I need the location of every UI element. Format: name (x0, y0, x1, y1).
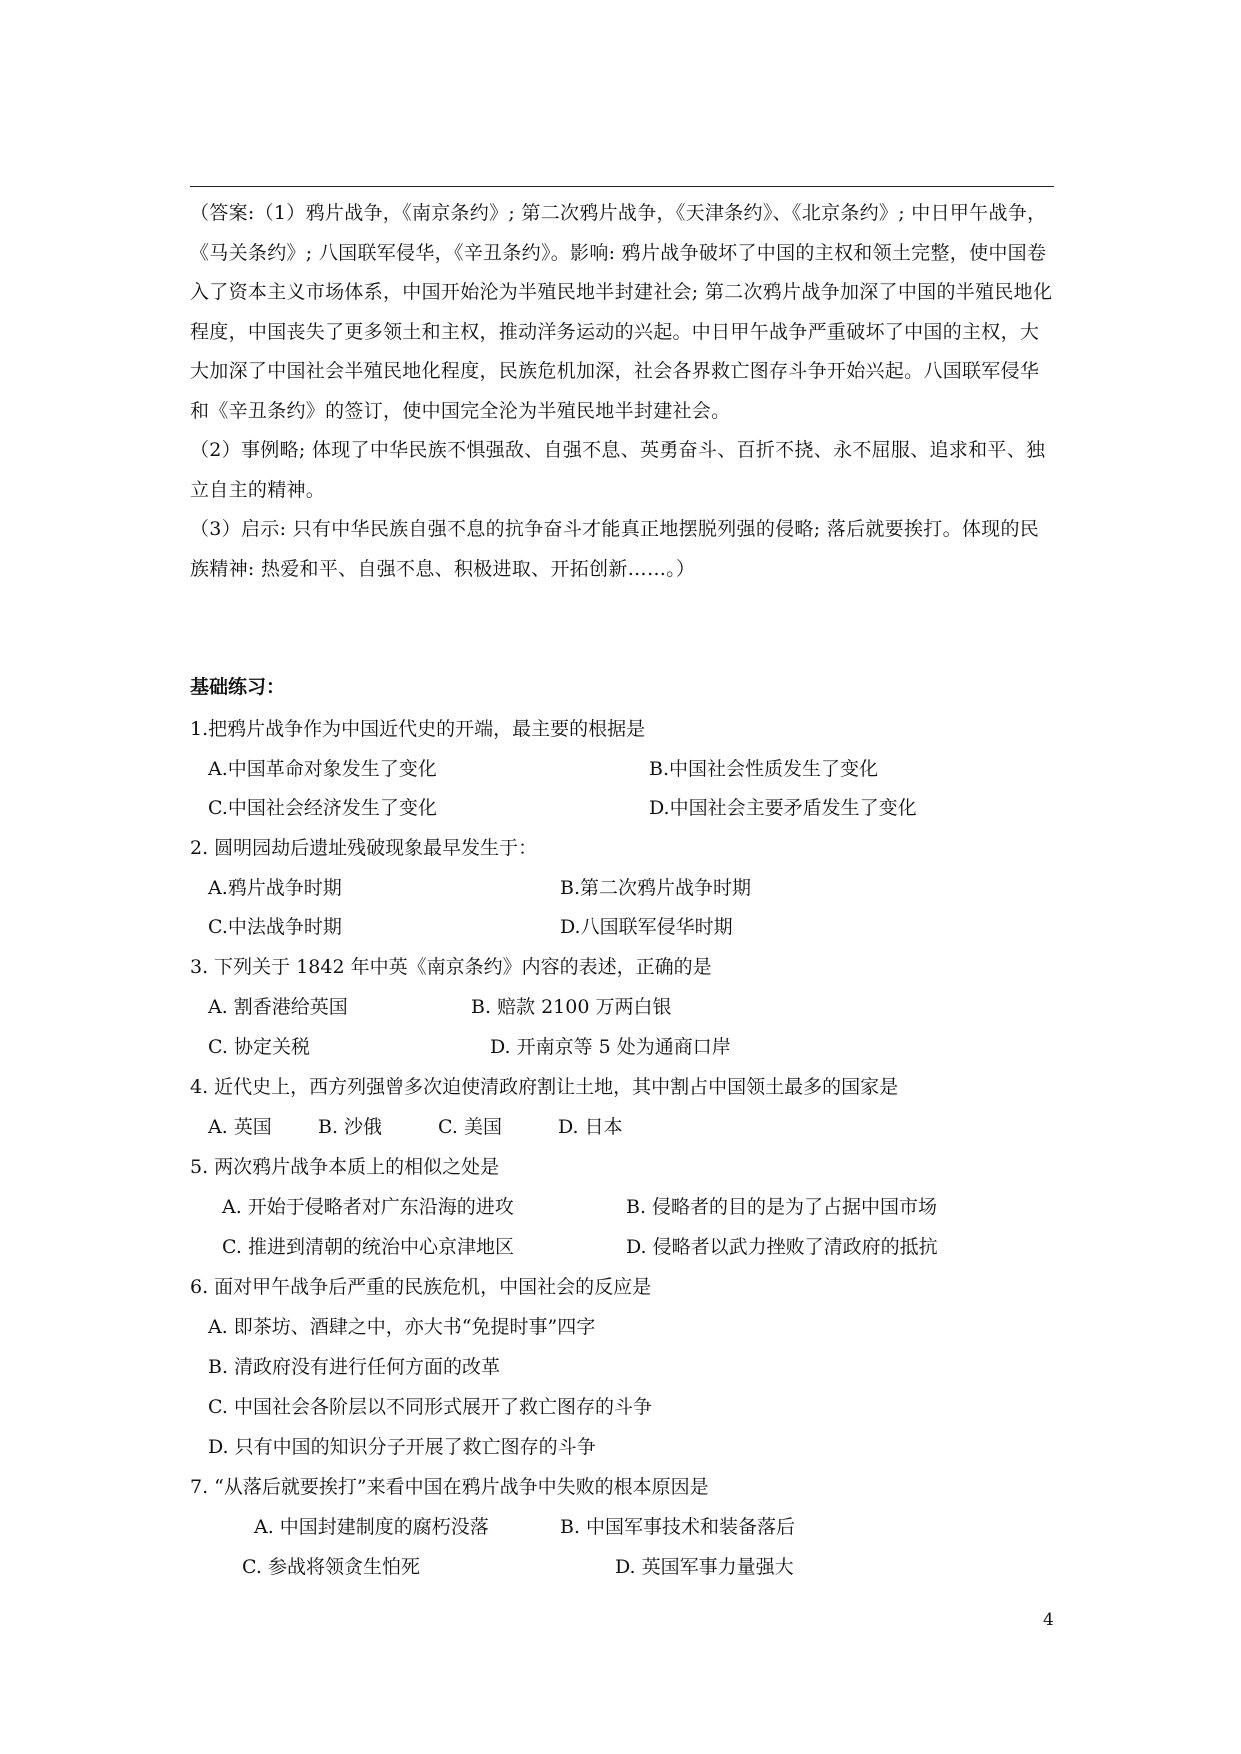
question-4-option-a: A. 英国 (208, 1116, 272, 1138)
question-6-option-a: A. 即茶坊、酒肆之中，亦大书“免提时事”四字 (208, 1316, 596, 1338)
question-5-option-d: D. 侵略者以武力挫败了清政府的抵抗 (626, 1236, 938, 1258)
answer-paragraph-3: （3）启示: 只有中华民族自强不息的抗争奋斗才能真正地摆脱列强的侵略; 落后就要挨打。体现的民族精神: 热爱和平、自强不息、积极进取、开拓创新……。） (190, 518, 1040, 580)
header-rule (190, 186, 1054, 187)
question-2-option-c: C.中法战争时期 (208, 916, 342, 938)
question-5-option-a: A. 开始于侵略者对广东沿海的进攻 (222, 1196, 514, 1218)
question-5-option-c: C. 推进到清朝的统治中心京津地区 (222, 1236, 514, 1258)
question-5-option-b: B. 侵略者的目的是为了占据中国市场 (626, 1196, 938, 1218)
section-heading: 基础练习： (190, 676, 286, 698)
question-1-option-a: A.中国革命对象发生了变化 (208, 758, 437, 780)
question-4-stem: 4. 近代史上，西方列强曾多次迫使清政府割让土地，其中割占中国领土最多的国家是 (190, 1076, 899, 1098)
question-4-option-d: D. 日本 (558, 1116, 623, 1138)
question-6-option-d: D. 只有中国的知识分子开展了救亡图存的斗争 (208, 1436, 596, 1458)
question-2-stem: 2. 圆明园劫后遗址残破现象最早发生于： (190, 837, 538, 859)
question-3-option-d: D. 开南京等 5 处为通商口岸 (490, 1036, 731, 1058)
answer-block (190, 194, 1054, 589)
question-2-option-b: B.第二次鸦片战争时期 (560, 877, 752, 899)
answer-paragraph-1: （答案:（1）鸦片战争，《南京条约》; 第二次鸦片战争，《天津条约》、《北京条约》; 中日甲午战争，《马关条约》; 八国联军侵华，《辛丑条约》。影响: 鸦片战争破坏了中国的主权和领土完整，使中国卷入了资本主义市场体系，中国开始沦为半殖民地半封建社会; 第二次鸦片战争加深了中国的半殖民地化程度，中国丧失了更多领土和主权，推动洋务运动的兴起。中日甲午战争严重破坏了中国的主权，大大加深了中国社会半殖民地化程度，民族危机加深，社会各界救亡图存斗争开始兴起。八国联军侵华和《辛丑条约》的签订，使中国完全沦为半殖民地半封建社会。 (190, 202, 1053, 422)
question-7-option-b: B. 中国军事技术和装备落后 (560, 1516, 796, 1538)
question-1-stem: 1.把鸦片战争作为中国近代史的开端，最主要的根据是 (190, 718, 646, 740)
question-6-option-b: B. 清政府没有进行任何方面的改革 (208, 1356, 501, 1378)
question-3-option-a: A. 割香港给英国 (208, 996, 348, 1018)
question-6-option-c: C. 中国社会各阶层以不同形式展开了救亡图存的斗争 (208, 1396, 652, 1418)
question-5-stem: 5. 两次鸦片战争本质上的相似之处是 (190, 1156, 500, 1178)
question-1-option-c: C.中国社会经济发生了变化 (208, 797, 437, 819)
answer-paragraph-2: （2）事例略; 体现了中华民族不惧强敌、自强不息、英勇奋斗、百折不挠、永不屈服、追求和平、独立自主的精神。 (190, 439, 1046, 501)
question-7-option-c: C. 参战将领贪生怕死 (242, 1556, 420, 1578)
question-1-option-b: B.中国社会性质发生了变化 (649, 758, 879, 780)
question-3-stem: 3. 下列关于 1842 年中英《南京条约》内容的表述，正确的是 (190, 956, 712, 978)
question-2-option-d: D.八国联军侵华时期 (560, 916, 733, 938)
question-3-option-b: B. 赔款 2100 万两白银 (471, 996, 672, 1018)
page-number: 4 (1043, 1610, 1054, 1630)
question-1-option-d: D.中国社会主要矛盾发生了变化 (649, 797, 917, 819)
question-7-option-d: D. 英国军事力量强大 (615, 1556, 794, 1578)
question-6-stem: 6. 面对甲午战争后严重的民族危机，中国社会的反应是 (190, 1276, 652, 1298)
question-4-option-b: B. 沙俄 (318, 1116, 383, 1138)
question-3-option-c: C. 协定关税 (208, 1036, 310, 1058)
question-7-stem: 7. “从落后就要挨打”来看中国在鸦片战争中失败的根本原因是 (190, 1476, 709, 1498)
question-2-option-a: A.鸦片战争时期 (208, 877, 342, 899)
question-7-option-a: A. 中国封建制度的腐朽没落 (254, 1516, 489, 1538)
question-4-option-c: C. 美国 (438, 1116, 502, 1138)
